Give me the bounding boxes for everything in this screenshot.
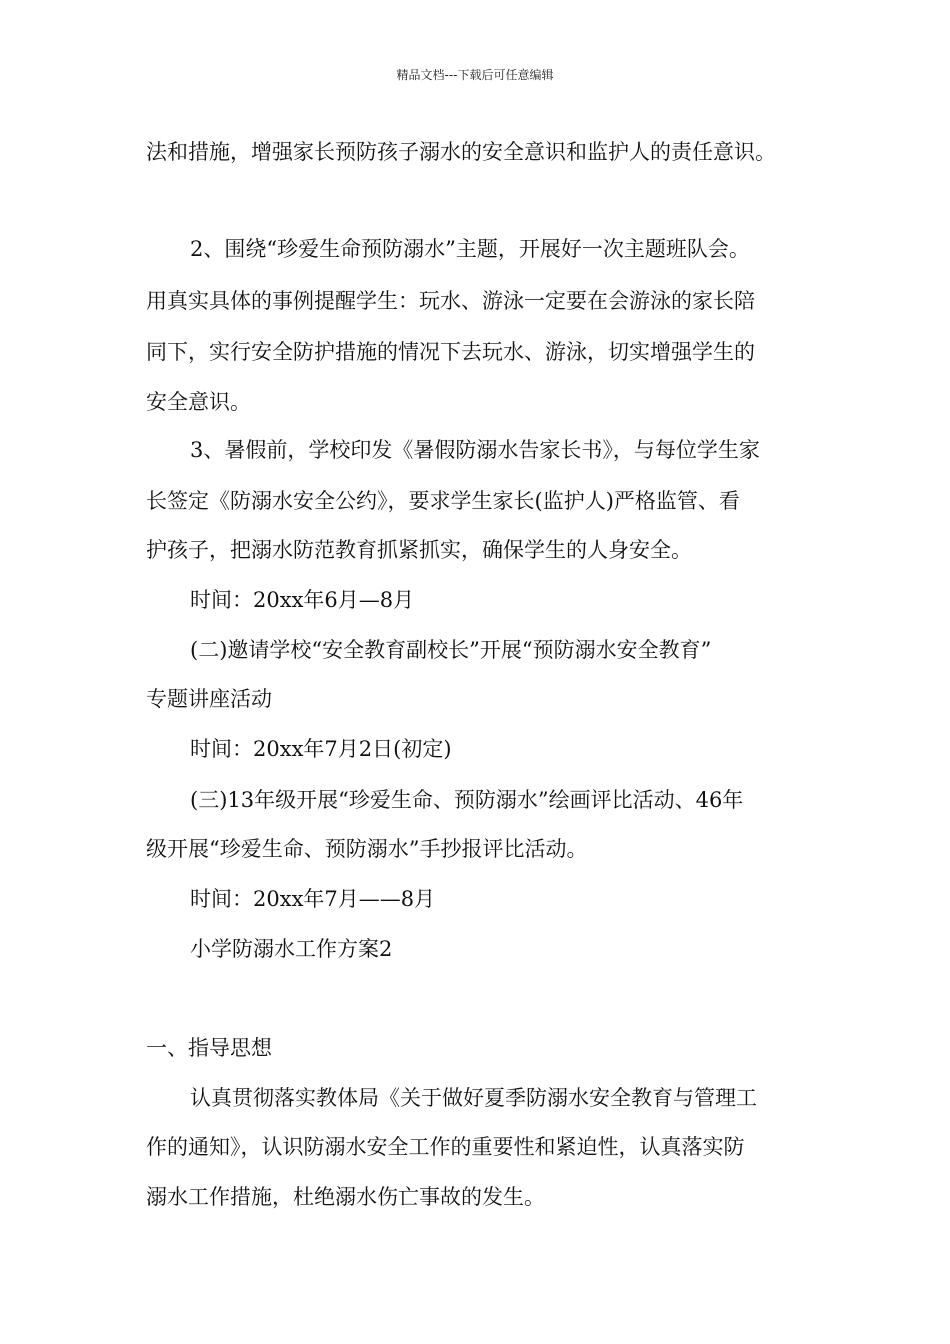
text-line: 专题讲座活动	[146, 687, 272, 711]
text-line: (二)邀请学校“安全教育副校长”开展“预防溺水安全教育”	[190, 638, 712, 662]
text-line: 时间：20xx年7月——8月	[190, 887, 436, 911]
section-title: 小学防溺水工作方案2	[190, 937, 393, 961]
section-heading: 一、指导思想	[146, 1036, 272, 1060]
text-line: 法和措施，增强家长预防孩子溺水的安全意识和监护人的责任意识。	[146, 140, 776, 164]
text-line: 认真贯彻落实教体局《关于做好夏季防溺水安全教育与管理工	[190, 1086, 757, 1110]
text-line: 作的通知》，认识防溺水安全工作的重要性和紧迫性，认真落实防	[146, 1135, 745, 1159]
text-line: 级开展“珍爱生命、预防溺水”手抄报评比活动。	[146, 837, 588, 861]
text-line: 护孩子，把溺水防范教育抓紧抓实，确保学生的人身安全。	[146, 538, 692, 562]
text-line: 时间：20xx年6月—8月	[190, 588, 415, 612]
text-line: 长签定《防溺水安全公约》，要求学生家长(监护人)严格监管、看	[146, 489, 740, 513]
text-line: 时间：20xx年7月2日(初定)	[190, 737, 452, 761]
text-line: 溺水工作措施，杜绝溺水伤亡事故的发生。	[146, 1185, 545, 1209]
page-header: 精品文档---下载后可任意编辑	[396, 68, 554, 82]
text-line: 用真实具体的事例提醒学生：玩水、游泳一定要在会游泳的家长陪	[146, 289, 755, 313]
text-line: 同下，实行安全防护措施的情况下去玩水、游泳，切实增强学生的	[146, 340, 755, 364]
text-line: (三)13年级开展“珍爱生命、预防溺水”绘画评比活动、46年	[190, 788, 744, 812]
text-line: 安全意识。	[146, 390, 251, 414]
text-line: 3、暑假前，学校印发《暑假防溺水告家长书》，与每位学生家	[190, 438, 760, 462]
text-line: 2、围绕“珍爱生命预防溺水”主题，开展好一次主题班队会。	[190, 237, 750, 261]
